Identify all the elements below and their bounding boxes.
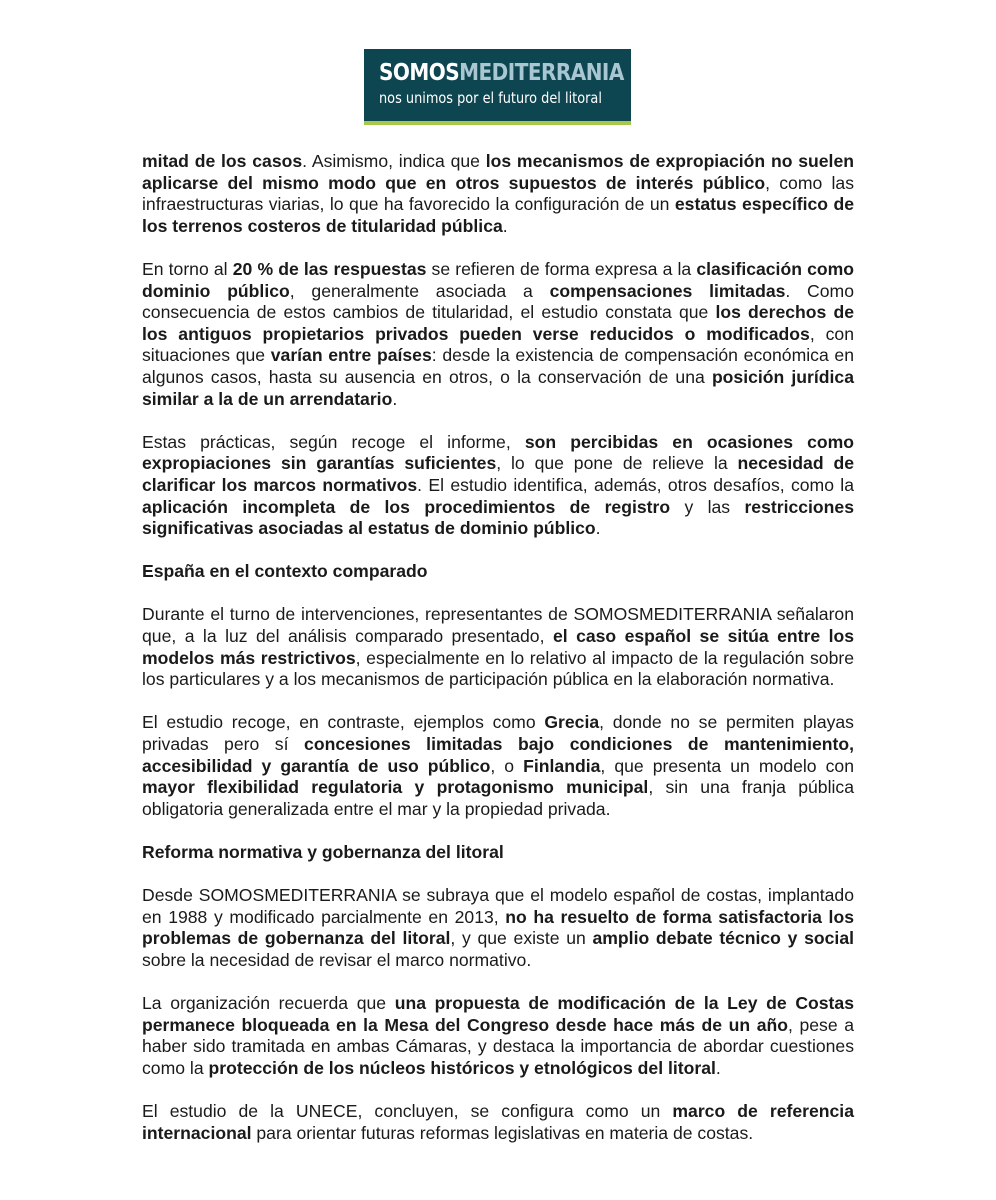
bold-text: estatus específico de los terrenos costeros de titularidad pública [142, 194, 855, 236]
text: , sin una franja pública obligatoria generalizada entre el mar y la propiedad privada. [142, 777, 854, 819]
bold-text: marco de referencia internacional [142, 1101, 854, 1143]
text: sobre la necesidad de revisar el marco normativo. [142, 949, 532, 970]
bold-text: clasificación como dominio público [142, 258, 854, 301]
text: En torno al [142, 258, 233, 279]
text: El estudio recoge, en contraste, ejemplos como [142, 712, 545, 733]
text: , con situaciones que [142, 323, 854, 366]
logo-tagline: nos unimos por el futuro del litoral [379, 89, 602, 107]
bold-text: concesiones limitadas bajo condiciones de mantenimiento, accesibilidad y garantía de uso público [142, 734, 854, 776]
text: , como las infraestructuras viarias, lo que ha favorecido la configuración de un [142, 172, 854, 215]
paragraph [142, 885, 854, 971]
bold-text: amplio debate técnico y social [592, 928, 854, 949]
bold-text: mayor flexibilidad regulatoria y protagonismo municipal [142, 777, 649, 798]
logo-brand-name [379, 59, 624, 87]
text: y las [670, 496, 745, 517]
text: El estudio de la UNECE, concluyen, se configura como un [142, 1101, 673, 1122]
text: , pese a haber sido tramitada en ambas Cámaras, y destaca la importancia de abordar cuestiones como la [142, 1014, 854, 1078]
text: . Como consecuencia de estos cambios de titularidad, el estudio constata que [142, 280, 854, 323]
text: , que presenta un modelo con [600, 755, 854, 776]
bold-text: aplicación incompleta de los procedimientos de registro [142, 496, 671, 517]
bold-text: Grecia [544, 712, 600, 733]
article-body [142, 151, 854, 1166]
text: , y que existe un [450, 928, 593, 949]
text: . [715, 1057, 721, 1078]
paragraph [142, 151, 854, 237]
bold-text: restricciones significativas asociadas al estatus de dominio público [142, 496, 854, 539]
text: : desde la existencia de compensación económica en algunos casos, hasta su ausencia en otros, o la conservación de una [142, 345, 854, 387]
text: , especialmente en lo relativo al impacto de la regulación sobre los particulares y a los mecanismos de participación pública en la elaboración normativa. [142, 647, 854, 690]
text: , generalmente asociada a [289, 280, 550, 301]
text: se refieren de forma expresa a la [426, 258, 697, 279]
paragraph [142, 604, 854, 690]
text: La organización recuerda que [142, 993, 395, 1014]
bold-text: compensaciones limitadas [549, 280, 786, 301]
somosmediterrania-logo [364, 49, 631, 125]
paragraph [142, 432, 854, 540]
paragraph [142, 712, 854, 820]
text: . [392, 388, 398, 409]
text: . El estudio identifica, además, otros desafíos, como la [417, 474, 854, 495]
text: para orientar futuras reformas legislativas en materia de costas. [251, 1122, 754, 1143]
bold-text: son percibidas en ocasiones como expropiaciones sin garantías suficientes [142, 431, 854, 474]
bold-text: los derechos de los antiguos propietarios privados pueden verse reducidos o modificados [142, 302, 854, 344]
paragraph [142, 259, 854, 410]
section-heading: España en el contexto comparado [142, 561, 428, 582]
text: Estas prácticas, según recoge el informe, [142, 431, 525, 452]
bold-text: mitad de los casos [142, 151, 303, 171]
text: . [502, 215, 508, 236]
bold-text: varían entre países [270, 345, 432, 366]
bold-text: necesidad de clarificar los marcos normativos [142, 453, 854, 495]
text: , o [490, 755, 524, 776]
text: , lo que pone de relieve la [496, 453, 738, 474]
text: . Asimismo, indica que [302, 151, 486, 171]
text: Desde SOMOSMEDITERRANIA se subraya que el modelo español de costas, implantado en 1988 y modificado parcialmente en 2013, [142, 885, 854, 927]
logo-brand-bold: SOMOS [379, 60, 460, 86]
text: . [595, 518, 601, 539]
bold-text: los mecanismos de expropiación no suelen aplicarse del mismo modo que en otros supuestos de interés público [142, 151, 854, 193]
text: Durante el turno de intervenciones, representantes de SOMOSMEDITERRANIA señalaron que, a la luz del análisis comparado presentado, [142, 604, 854, 647]
bold-text: protección de los núcleos históricos y etnológicos del litoral [208, 1057, 716, 1078]
bold-text: Finlandia [523, 755, 601, 776]
paragraph [142, 993, 854, 1079]
text: , donde no se permiten playas privadas pero sí [142, 712, 854, 755]
bold-text: 20 % de las respuestas [232, 258, 427, 279]
bold-text: posición jurídica similar a la de un arrendatario [142, 366, 854, 409]
logo-brand-light: MEDITERRANIA [459, 60, 624, 86]
paragraph [142, 1101, 854, 1144]
bold-text: una propuesta de modificación de la Ley de Costas permanece bloqueada en la Mesa del Congreso desde hace más de un año [142, 993, 854, 1035]
section-heading: Reforma normativa y gobernanza del litoral [142, 842, 504, 862]
bold-text: el caso español se sitúa entre los modelos más restrictivos [142, 626, 854, 668]
bold-text: no ha resuelto de forma satisfactoria los problemas de gobernanza del litoral [142, 906, 854, 949]
